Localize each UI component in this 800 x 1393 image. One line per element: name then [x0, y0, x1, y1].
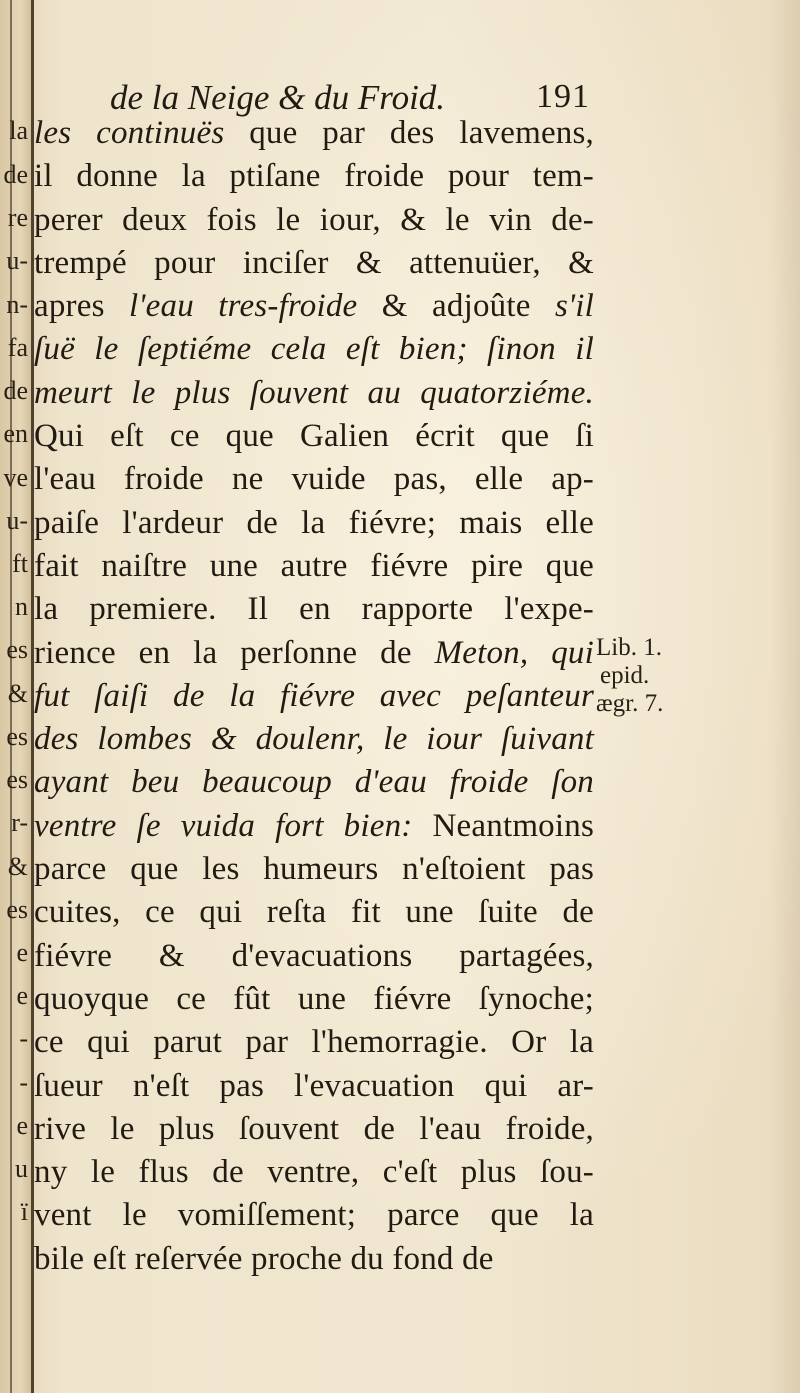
gutter-fragment: - — [19, 1070, 28, 1096]
gutter-fragment: fa — [7, 335, 28, 361]
gutter-fragment: de — [3, 378, 28, 404]
roman-segment: l'eau froide ne vuide pas, elle ap- — [34, 461, 594, 498]
text-line — [34, 1151, 594, 1194]
gutter-fragment: n — [15, 594, 28, 620]
text-line — [34, 112, 594, 155]
roman-segment: quoyque ce fût une fiévre ſynoche; — [34, 980, 594, 1017]
italic-segment: s'il — [554, 288, 595, 325]
text-line — [34, 1108, 594, 1151]
text-line — [34, 545, 594, 588]
gutter-fragment: ï — [20, 1199, 28, 1225]
roman-segment: fait naiſtre une autre fiévre pire que — [34, 547, 594, 584]
text-line — [34, 328, 594, 371]
italic-segment: fut ſaiſi de la fiévre avec peſanteur — [34, 677, 594, 714]
previous-page-gutter — [0, 0, 34, 1393]
gutter-fragment: u — [15, 1156, 28, 1182]
italic-segment: Meton, qui — [434, 634, 594, 671]
gutter-fragment: re — [7, 205, 28, 231]
roman-segment: paiſe l'ardeur de la fiévre; mais elle — [34, 504, 594, 541]
gutter-fragment: es — [6, 767, 28, 793]
roman-segment: bile eſt reſervée proche du fond de — [34, 1240, 494, 1277]
text-line — [34, 502, 594, 545]
gutter-fragment: en — [3, 421, 28, 447]
roman-segment: ny le flus de ventre, c'eſt plus ſou- — [34, 1154, 594, 1191]
roman-segment: trempé pour inciſer & attenuüer, & — [34, 244, 594, 281]
text-line — [34, 632, 594, 675]
gutter-fragment: ft — [12, 551, 28, 577]
page-edge-shadow — [770, 0, 800, 1393]
body-text — [34, 112, 594, 1281]
text-line — [34, 935, 594, 978]
italic-segment: ſuë le ſeptiéme cela eſt bien; ſinon il — [34, 331, 594, 368]
roman-segment: Neantmoins — [412, 807, 594, 844]
text-line — [34, 1065, 594, 1108]
text-line — [34, 1238, 594, 1281]
text-line — [34, 415, 594, 458]
roman-segment: perer deux fois le iour, & le vin de- — [34, 201, 594, 238]
text-line — [34, 155, 594, 198]
roman-segment: la premiere. Il en rapporte l'expe- — [34, 591, 594, 628]
italic-segment: ayant beu beaucoup d'eau froide ſon — [34, 764, 594, 801]
italic-segment: les continuës — [34, 115, 225, 151]
gutter-fragment: u- — [6, 248, 28, 274]
text-line — [34, 805, 594, 848]
roman-segment: rive le plus ſouvent de l'eau froide, — [34, 1110, 594, 1147]
text-line — [34, 285, 594, 328]
text-line — [34, 675, 594, 718]
text-line — [34, 761, 594, 804]
text-line — [34, 242, 594, 285]
gutter-fragment: la — [9, 118, 28, 144]
gutter-fragment: & — [7, 681, 28, 707]
running-head: de la Neige & du Froid. — [110, 78, 446, 117]
gutter-fragment: e — [16, 1113, 28, 1139]
roman-segment: parce que les humeurs n'eſtoient pas — [34, 851, 594, 888]
roman-segment: apres — [34, 288, 130, 325]
margin-note — [596, 634, 706, 718]
italic-segment: l'eau tres-froide — [129, 288, 358, 325]
gutter-fragment: es — [6, 897, 28, 923]
margin-note-line: ægr. 7. — [596, 690, 664, 717]
gutter-fragment: & — [7, 854, 28, 880]
roman-segment: Qui eſt ce que Galien écrit que ſi — [34, 418, 594, 455]
roman-segment: il donne la ptiſane froide pour tem- — [34, 158, 594, 195]
roman-segment: cuites, ce qui reſta fit une ſuite de — [34, 894, 594, 931]
gutter-fragment: de — [3, 162, 28, 188]
gutter-fragment: u- — [6, 508, 28, 534]
text-line — [34, 718, 594, 761]
roman-segment: rience en la perſonne de — [34, 634, 435, 671]
roman-segment: que par des lavemens, — [224, 115, 594, 151]
text-line — [34, 199, 594, 242]
gutter-fragment: es — [6, 724, 28, 750]
gutter-fragment: n- — [6, 292, 28, 318]
roman-segment: ce qui parut par l'hemorragie. Or la — [34, 1024, 594, 1061]
text-line — [34, 1194, 594, 1237]
gutter-fragment: - — [19, 1026, 28, 1052]
text-line — [34, 588, 594, 631]
text-line — [34, 458, 594, 501]
italic-segment: des lombes & doulenr, le iour ſuivant — [34, 721, 594, 758]
gutter-fragment: r- — [11, 810, 28, 836]
gutter-fragment: ve — [3, 465, 28, 491]
page-number: 191 — [536, 78, 590, 115]
gutter-fragment: e — [16, 940, 28, 966]
italic-segment: ventre ſe vuida fort bien: — [34, 807, 413, 844]
roman-segment: & adjoûte — [357, 288, 555, 325]
text-line — [34, 978, 594, 1021]
roman-segment: vent le vomiſſement; parce que la — [34, 1197, 594, 1234]
roman-segment: ſueur n'eſt pas l'evacuation qui ar- — [34, 1067, 594, 1104]
text-line — [34, 848, 594, 891]
text-line — [34, 891, 594, 934]
italic-segment: meurt le plus ſouvent au quatorziéme. — [34, 374, 594, 411]
text-line — [34, 372, 594, 415]
text-line — [34, 1021, 594, 1064]
margin-note-line: epid. — [600, 662, 650, 689]
roman-segment: fiévre & d'evacuations partagées, — [34, 937, 594, 974]
margin-note-line: Lib. 1. — [596, 634, 662, 661]
gutter-fragment: es — [6, 637, 28, 663]
gutter-fragment: e — [16, 983, 28, 1009]
